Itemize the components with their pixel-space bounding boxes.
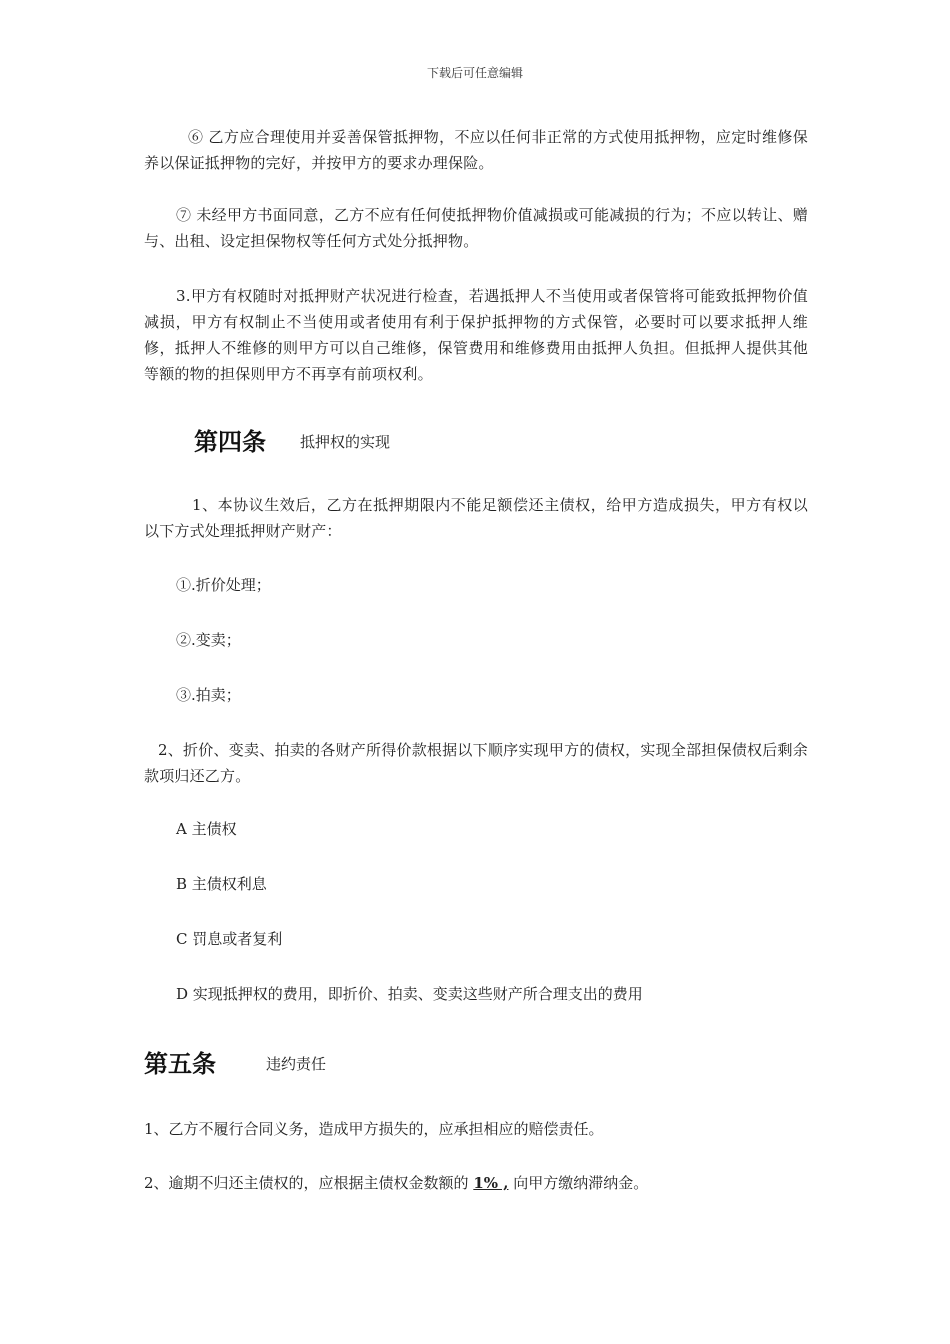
article-5-number: 第五条 [144,1050,216,1078]
penalty-rate: 1% , [473,1174,509,1192]
option-discount: ①.折价处理； [176,576,271,594]
clause-item-7: ⑦ 未经甲方书面同意，乙方不应有任何使抵押物价值减损或可能减损的行为；不应以转让、赠与、出租、设定担保物权等任何方式处分抵押物。 [144,206,808,250]
article-5-para-1: 1、乙方不履行合同义务，造成甲方损失的，应承担相应的赔偿责任。 [144,1120,604,1138]
page-header: 下载后可任意编辑 [426,66,523,80]
clause-3: 3.甲方有权随时对抵押财产状况进行检查，若遇抵押人不当使用或者保管将可能致抵押物价值减损，甲方有权制止不当使用或者使用有利于保护抵押物的方式保管，必要时可以要求抵押人维修，抵押人不维修的则甲方可以自己维修，保管费用和维修费用由抵押人负担。但抵押人提供其他等额的物的担保则甲方不再享有前项权利。 [144,287,808,383]
priority-item-b: B 主债权利息 [176,875,267,893]
article-4-heading [194,422,390,457]
article-4-para-2: 2、折价、变卖、拍卖的各财产所得价款根据以下顺序实现甲方的债权，实现全部担保债权后剩余款项归还乙方。 [144,741,808,785]
article-5-para-2 [144,1170,648,1196]
priority-item-c: C 罚息或者复利 [176,930,283,948]
article-5-title: 违约责任 [266,1055,327,1073]
penalty-text-prefix: 2、逾期不归还主债权的，应根据主债权金数额的 [144,1174,474,1192]
article-5-heading [144,1044,326,1079]
article-4-para-1: 1、本协议生效后，乙方在抵押期限内不能足额偿还主债权，给甲方造成损失，甲方有权以以下方式处理抵押财产财产： [144,496,808,540]
clause-item-6: ⑥ 乙方应合理使用并妥善保管抵押物，不应以任何非正常的方式使用抵押物，应定时维修保养以保证抵押物的完好，并按甲方的要求办理保险。 [144,128,808,172]
penalty-text-suffix: 向甲方缴纳滞纳金。 [508,1174,649,1192]
article-4-number: 第四条 [194,428,266,456]
priority-item-d: D 实现抵押权的费用，即折价、拍卖、变卖这些财产所合理支出的费用 [176,985,643,1003]
priority-item-a: A 主债权 [176,820,237,838]
article-4-title: 抵押权的实现 [300,433,391,451]
option-auction: ③.拍卖； [176,686,241,704]
option-sell: ②.变卖； [176,631,241,649]
